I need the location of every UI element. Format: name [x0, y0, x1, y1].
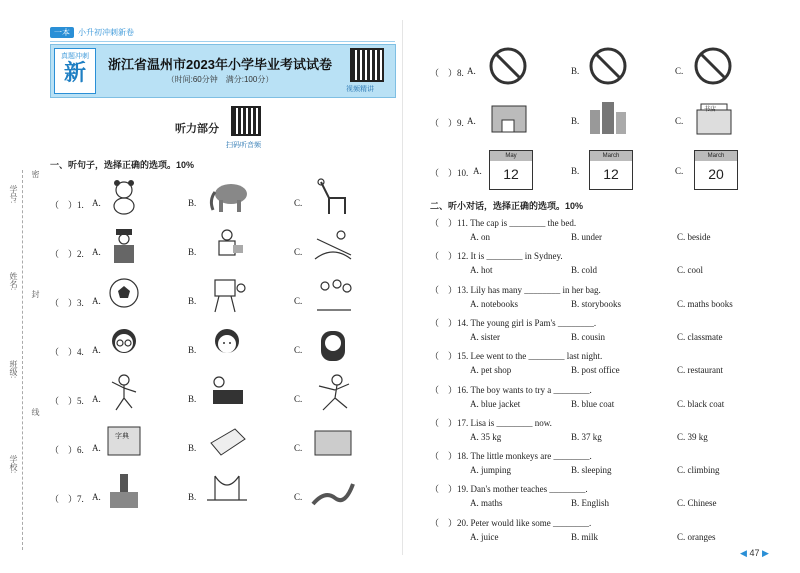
option-label: B.: [188, 296, 197, 306]
question-text: （ ）14. The young girl is Pam's ________.: [430, 317, 597, 328]
shop-sign: 书店: [704, 107, 717, 113]
answer-option[interactable]: C. classmate: [677, 331, 723, 342]
option-label: C.: [294, 394, 303, 404]
answer-option[interactable]: B. blue coat: [571, 398, 615, 409]
page-subtitle: （时间:60分钟 满分:100分）: [166, 75, 274, 84]
option-label: C.: [294, 198, 303, 208]
police-icon[interactable]: [101, 225, 147, 263]
qr-label: 视频精讲: [346, 86, 374, 93]
option-label: B.: [188, 345, 197, 355]
answer-option[interactable]: B. under: [571, 232, 602, 242]
dancing-boy-icon[interactable]: [101, 372, 147, 410]
badge: 真题冲刺 新: [54, 48, 96, 94]
dictionary-label: 字典: [115, 433, 129, 440]
piano-boy-icon[interactable]: [204, 372, 250, 410]
option-label: C.: [294, 345, 303, 355]
next-arrow-icon[interactable]: ▶: [761, 548, 769, 558]
question-number: （ ）7.: [50, 494, 84, 504]
option-label: A.: [92, 492, 101, 502]
option-label: C.: [675, 116, 684, 126]
answer-option[interactable]: B. storybooks: [571, 298, 622, 309]
answer-option[interactable]: C. cool: [677, 265, 703, 276]
girl-long-hair-icon[interactable]: [310, 323, 356, 361]
option-label: A.: [467, 66, 476, 76]
shop-icon[interactable]: [690, 96, 736, 134]
answer-option[interactable]: C. restaurant: [677, 365, 723, 376]
answer-option[interactable]: C. black coat: [677, 398, 725, 409]
girl-short-hair-icon[interactable]: [204, 323, 250, 361]
answer-option[interactable]: B. cold: [571, 265, 597, 276]
listening-title: 听力部分: [175, 123, 219, 135]
option-label: A.: [92, 443, 101, 453]
option-label: B.: [188, 492, 197, 502]
answer-option[interactable]: B. post office: [571, 365, 620, 376]
cinema-icon[interactable]: [485, 96, 531, 134]
football-icon[interactable]: [101, 274, 147, 312]
sidebar-seal: 封: [31, 290, 40, 298]
prev-arrow-icon[interactable]: ◀: [740, 548, 747, 558]
postcard-icon[interactable]: [310, 421, 356, 459]
option-label: B.: [188, 198, 197, 208]
answer-option[interactable]: A. 35 kg: [470, 431, 502, 442]
panda-icon[interactable]: [101, 176, 147, 214]
audio-qr-label: 扫码听音频: [226, 142, 261, 149]
option-label: B.: [188, 443, 197, 453]
option-label: A.: [92, 394, 101, 404]
fisherman-icon[interactable]: [310, 225, 356, 263]
question-number: （ ）6.: [50, 445, 84, 455]
calendar-icon[interactable]: [589, 150, 633, 190]
question-text: （ ）17. Lisa is ________ now.: [430, 417, 552, 428]
page-title: 浙江省温州市2023年小学毕业考试试卷: [108, 57, 332, 72]
bridge-icon[interactable]: [204, 470, 250, 508]
header-tag: 一本: [50, 27, 74, 38]
calendar-month: March: [695, 151, 737, 161]
question-text: （ ）18. The little monkeys are ________.: [430, 451, 592, 462]
option-label: B.: [571, 166, 580, 176]
answer-option[interactable]: C. beside: [677, 232, 711, 242]
option-label: A.: [92, 247, 101, 257]
answer-option[interactable]: C. climbing: [677, 465, 720, 476]
option-label: A.: [92, 345, 101, 355]
no-touch-icon[interactable]: [690, 46, 736, 84]
answer-option[interactable]: B. English: [571, 498, 610, 509]
question-number: （ ）5.: [50, 396, 84, 406]
answer-option[interactable]: A. sister: [470, 331, 500, 342]
answer-option[interactable]: B. sleeping: [571, 465, 612, 476]
option-label: A.: [467, 116, 476, 126]
question-text: （ ）16. The boy wants to try a ________.: [430, 384, 592, 395]
option-label: A.: [92, 296, 101, 306]
question-text: （ ）15. Lee went to the ________ last night.: [430, 351, 603, 362]
answer-option[interactable]: C. Chinese: [677, 498, 717, 509]
answer-option[interactable]: B. cousin: [571, 331, 606, 342]
giraffe-icon[interactable]: [310, 176, 356, 214]
answer-option[interactable]: A. hot: [470, 265, 493, 276]
header-rule: [50, 41, 395, 42]
option-label: B.: [188, 247, 197, 257]
sidebar-class: 班级:: [9, 360, 18, 379]
calendar-month: May: [490, 151, 532, 161]
question-text: （ ）12. It is ________ in Sydney.: [430, 251, 563, 262]
option-label: C.: [294, 247, 303, 257]
calendar-day: 20: [708, 166, 724, 182]
sidebar-school: 学校:: [9, 455, 18, 474]
calendar-day: 12: [603, 166, 619, 182]
answer-option[interactable]: C. 39 kg: [677, 431, 708, 442]
question-number: （ ）8.: [430, 68, 464, 78]
section1-heading: 一、听句子，选择正确的选项。10%: [50, 160, 195, 170]
answer-option[interactable]: A. juice: [470, 531, 499, 542]
option-label: C.: [675, 166, 684, 176]
question-text: （ ）20. Peter would like some ________.: [430, 517, 592, 528]
question-text: （ ）19. Dan's mother teaches ________.: [430, 484, 588, 495]
option-label: C.: [294, 296, 303, 306]
option-label: C.: [294, 492, 303, 502]
answer-option[interactable]: A. on: [470, 232, 490, 242]
postman-icon[interactable]: [204, 225, 250, 263]
answer-option[interactable]: B. 37 kg: [571, 431, 602, 442]
question-number: （ ）3.: [50, 298, 84, 308]
section2-heading: 二、听小对话，选择正确的选项。10%: [430, 201, 584, 211]
answer-option[interactable]: A. notebooks: [470, 298, 518, 309]
question-number: （ ）1.: [50, 200, 84, 210]
buildings-icon[interactable]: [585, 96, 631, 134]
audio-qr-code-icon[interactable]: [231, 106, 261, 136]
calendar-day: 12: [503, 166, 519, 182]
option-label: B.: [571, 116, 580, 126]
answer-option[interactable]: C. maths books: [677, 298, 733, 309]
option-label: C.: [675, 66, 684, 76]
easel-icon[interactable]: [204, 274, 250, 312]
kungfu-boy-icon[interactable]: [310, 372, 356, 410]
option-label: B.: [571, 66, 580, 76]
option-label: A.: [473, 166, 482, 176]
girl-glasses-icon[interactable]: [101, 323, 147, 361]
answer-option[interactable]: B. milk: [571, 531, 599, 542]
calendar-icon[interactable]: [694, 150, 738, 190]
answer-option[interactable]: A. maths: [470, 498, 503, 509]
no-food-icon[interactable]: [485, 46, 531, 84]
option-label: C.: [294, 443, 303, 453]
sidebar-line: 线: [31, 408, 40, 416]
great-wall-icon[interactable]: [310, 470, 356, 508]
sidebar-id: 学号:: [9, 185, 18, 204]
question-number: （ ）4.: [50, 347, 84, 357]
answer-option[interactable]: A. blue jacket: [470, 398, 521, 409]
calendar-month: March: [590, 151, 632, 161]
qr-code-icon[interactable]: [350, 48, 384, 82]
sidebar-close: 密: [31, 170, 40, 178]
binding-line: [22, 170, 23, 550]
big-ben-icon[interactable]: [101, 470, 147, 508]
header-series: 一本 小升初冲刺新卷: [50, 27, 134, 38]
elephant-icon[interactable]: [204, 176, 250, 214]
question-text: （ ）13. Lily has many ________ in her bag.: [430, 284, 601, 295]
answer-option[interactable]: A. jumping: [470, 465, 512, 476]
book-icon[interactable]: [204, 421, 250, 459]
page-divider: [402, 20, 403, 555]
question-number: （ ）10.: [430, 168, 469, 178]
page-number: ◀ 47 ▶: [740, 548, 769, 558]
calendar-icon[interactable]: [489, 150, 533, 190]
sidebar-name: 姓名:: [9, 272, 18, 291]
question-text: （ ）11. The cap is ________ the bed.: [430, 218, 577, 228]
no-noise-icon[interactable]: [585, 46, 631, 84]
answer-option[interactable]: C. oranges: [677, 531, 716, 542]
hiking-icon[interactable]: [310, 274, 356, 312]
option-label: A.: [92, 198, 101, 208]
option-label: B.: [188, 394, 197, 404]
question-number: （ ）2.: [50, 249, 84, 259]
question-number: （ ）9.: [430, 118, 464, 128]
answer-option[interactable]: A. pet shop: [470, 365, 512, 376]
